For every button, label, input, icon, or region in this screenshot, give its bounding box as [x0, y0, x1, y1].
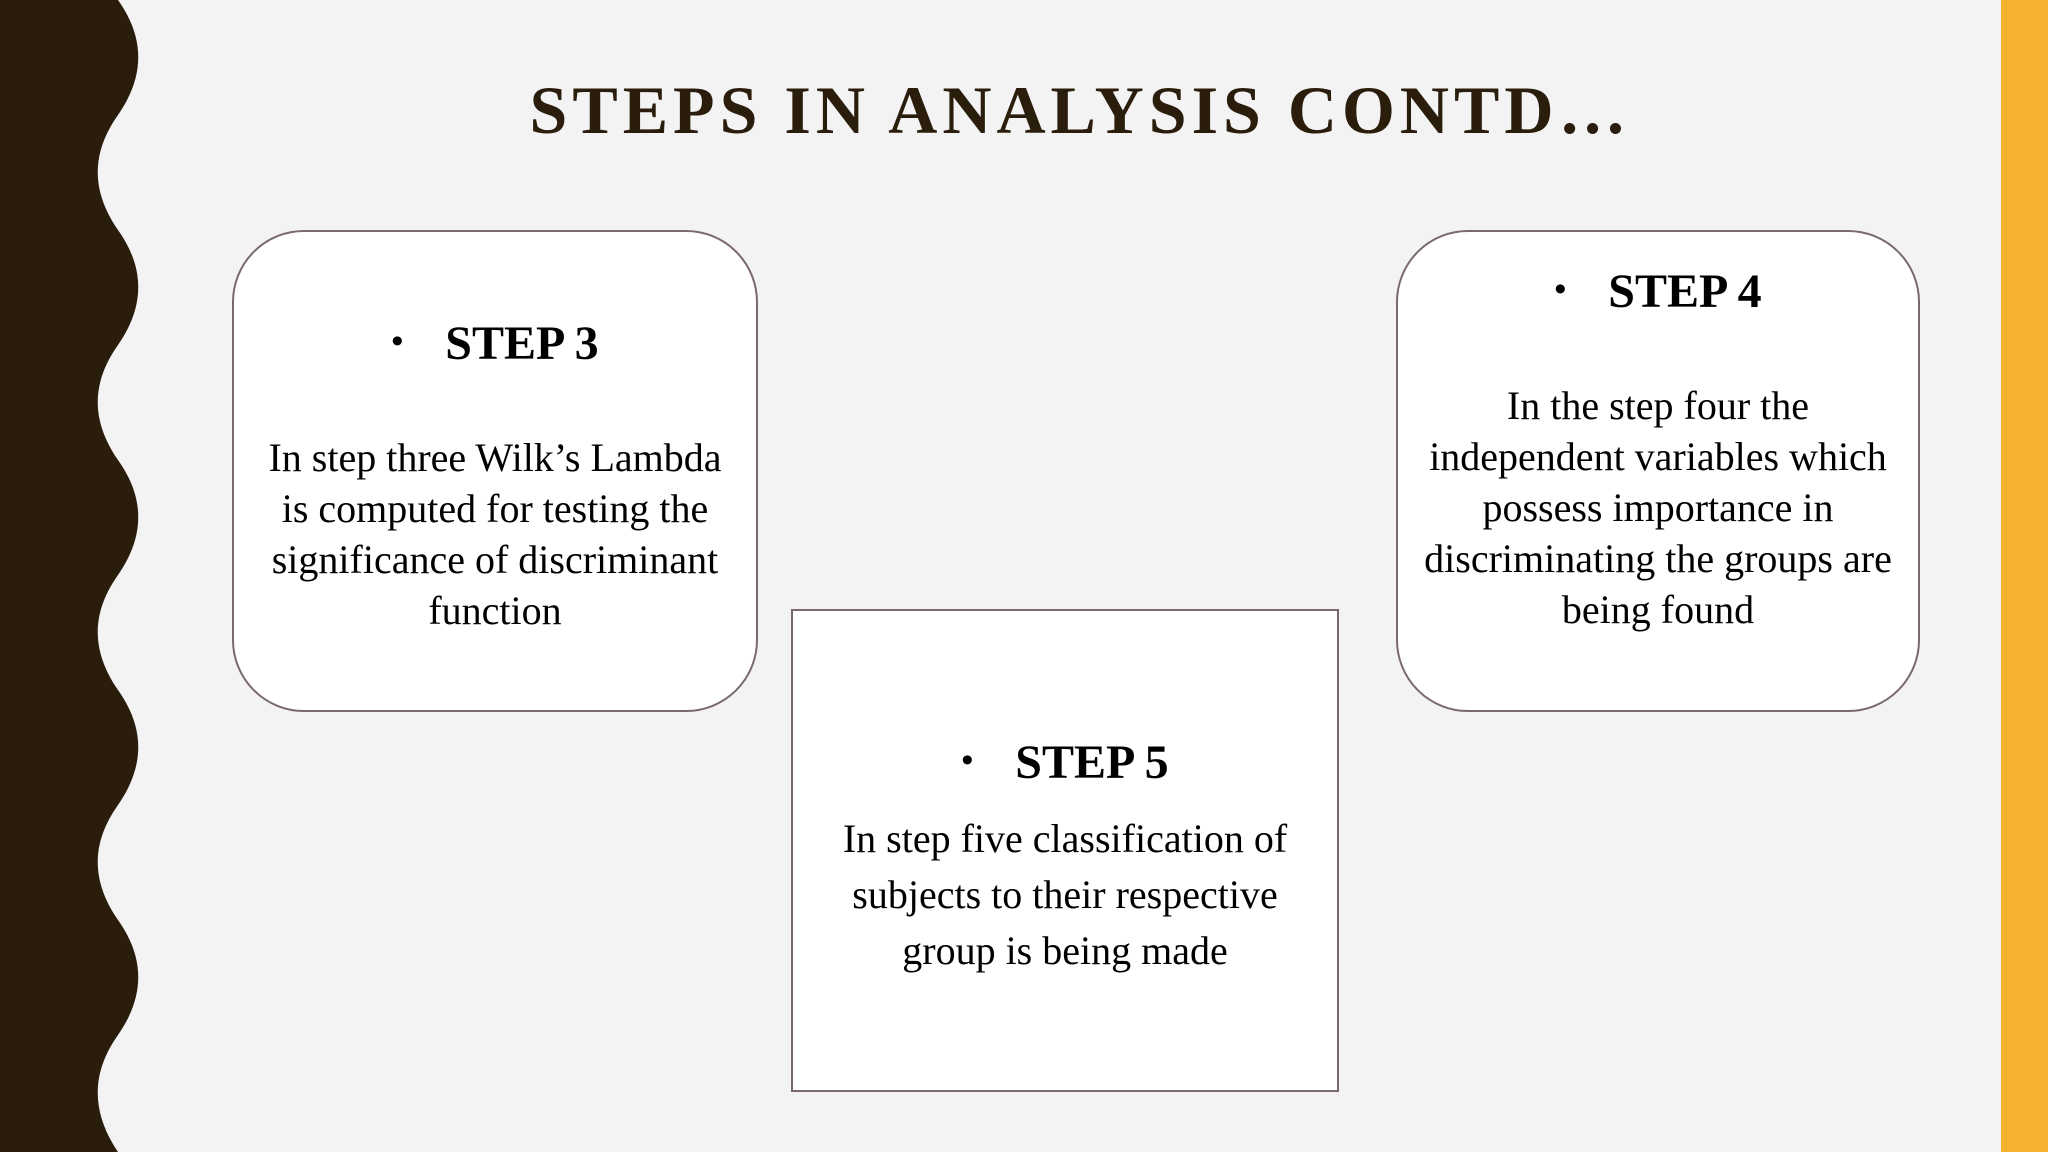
step-5-heading: STEP 5	[1015, 736, 1169, 789]
step-3-heading-row	[234, 316, 756, 372]
step-5-heading-row	[793, 735, 1337, 791]
accent-bar	[2001, 0, 2048, 1152]
bullet-icon: •	[1554, 271, 1567, 308]
step-5-description: In step five classification of subjects to their respective group is being made	[842, 816, 1288, 973]
slide-title: STEPS IN ANALYSIS CONTD…	[529, 72, 1632, 148]
step-5-card	[791, 609, 1339, 1092]
step-4-heading: STEP 4	[1608, 265, 1762, 318]
step-3-card	[232, 230, 758, 712]
step-3-heading: STEP 3	[445, 317, 599, 370]
step-4-description: In the step four the independent variables which possess importance in discriminating the groups are being found	[1424, 383, 1892, 632]
step-3-description: In step three Wilk’s Lambda is computed for testing the significance of discriminant function	[268, 435, 722, 633]
step-4-heading-row	[1398, 264, 1918, 320]
bullet-icon: •	[961, 742, 974, 779]
bullet-icon: •	[391, 323, 404, 360]
wave-decoration	[0, 0, 160, 1152]
step-4-card	[1396, 230, 1920, 712]
